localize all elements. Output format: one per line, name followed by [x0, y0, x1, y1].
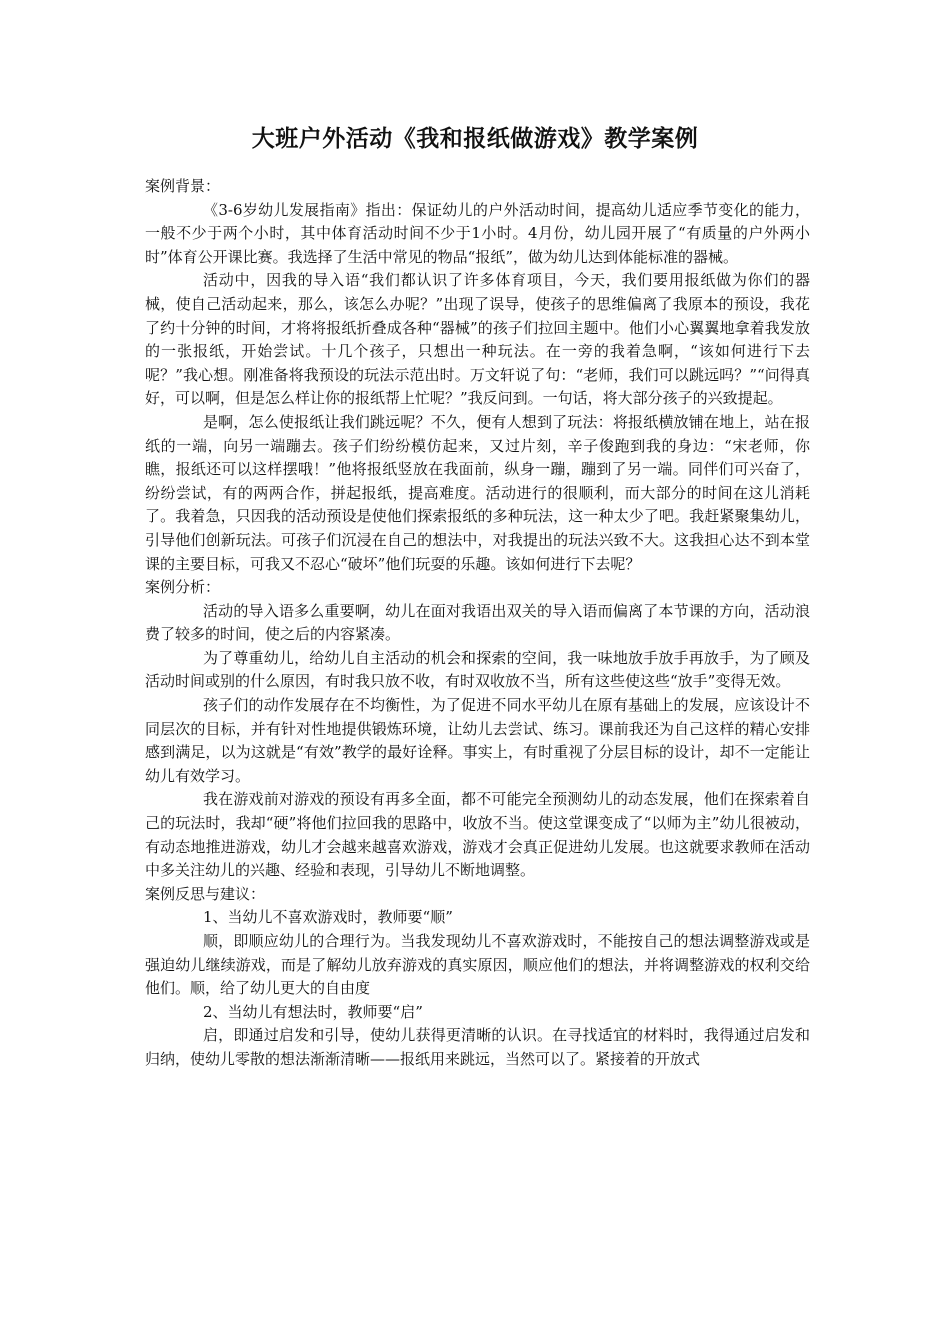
section-heading: 案例反思与建议： — [145, 884, 266, 903]
body-paragraph: 活动的导入语多么重要啊，幼儿在面对我语出双关的导入语而偏离了本节课的方向，活动浪费了较多的时间，使之后的内容紧凑。 — [145, 601, 810, 644]
body-paragraph: 我在游戏前对游戏的预设有再多全面，都不可能完全预测幼儿的动态发展，他们在探索着自己的玩法时，我却“硬”将他们拉回我的思路中，收放不当。使这堂课变成了“以师为主”幼儿很被动，有动态地推进游戏，幼儿才会越来越喜欢游戏，游戏才会真正促进幼儿发展。也这就要求教师在活动中多关注幼儿的兴趣、经验和表现，引导幼儿不断地调整。 — [145, 790, 810, 880]
body-paragraph: 顺，即顺应幼儿的合理行为。当我发现幼儿不喜欢游戏时，不能按自己的想法调整游戏或是强迫幼儿继续游戏，而是了解幼儿放弃游戏的真实原因，顺应他们的想法，并将调整游戏的权利交给他们。顺，给了幼儿更大的自由度 — [145, 932, 810, 998]
section-heading: 案例背景： — [145, 177, 221, 195]
body-paragraph: 孩子们的动作发展存在不均衡性，为了促进不同水平幼儿在原有基础上的发展，应该设计不同层次的目标，并有针对性地提供锻炼环境，让幼儿去尝试、练习。课前我还为自己这样的精心安排感到满足，以为这就是“有效”教学的最好诠释。事实上，有时重视了分层目标的设计，却不一定能让幼儿有效学习。 — [145, 696, 810, 785]
body-paragraph: 为了尊重幼儿，给幼儿自主活动的机会和探索的空间，我一味地放手放手再放手，为了顾及活动时间或别的什么原因，有时我只放不收，有时双收放不当，所有这些使这些“放手”变得无效。 — [145, 648, 810, 691]
body-paragraph: 启，即通过启发和引导，使幼儿获得更清晰的认识。在寻找适宜的材料时，我得通过启发和归纳，使幼儿零散的想法渐渐清晰——报纸用来跳远，当然可以了。紧接着的开放式 — [145, 1026, 810, 1068]
body-paragraph: 是啊，怎么使报纸让我们跳远呢？不久，便有人想到了玩法：将报纸横放铺在地上，站在报纸的一端，向另一端蹦去。孩子们纷纷模仿起来，又过片刻，辛子俊跑到我的身边：“宋老师，你瞧，报纸还可以这样摆哦！”他将报纸竖放在我面前，纵身一蹦，蹦到了另一端。同伴们可兴奋了，纷纷尝试，有的两两合作，拼起报纸，提高难度。活动进行的很顺利，而大部分的时间在这儿消耗了。我着急，只因我的活动预设是使他们探索报纸的多种玩法，这一种太少了吧。我赶紧聚集幼儿，引导他们创新玩法。可孩子们沉浸在自己的想法中，对我提出的玩法兴致不大。这我担心达不到本堂课的主要目标，可我又不忍心“破坏”他们玩耍的乐趣。该如何进行下去呢？ — [145, 412, 810, 573]
document-title: 大班户外活动《我和报纸做游戏》教学案例 — [251, 125, 699, 152]
body-paragraph: 《3-6岁幼儿发展指南》指出：保证幼儿的户外活动时间，提高幼儿适应季节变化的能力，一般不少于两个小时，其中体育活动时间不少于1小时。4月份，幼儿园开展了“有质量的户外两小时”体育公开课比赛。我选择了生活中常见的物品“报纸”，做为幼儿达到体能标准的器械。 — [145, 200, 810, 266]
section-heading: 案例分析： — [145, 578, 221, 597]
body-paragraph: 1、当幼儿不喜欢游戏时，教师要“顺” — [203, 908, 453, 927]
body-paragraph: 活动中，因我的导入语“我们都认识了许多体育项目，今天，我们要用报纸做为你们的器械，使自己活动起来，那么，该怎么办呢？”出现了误导，使孩子的思维偏离了我原本的预设，我花了约十分钟的时间，才将将报纸折叠成各种“器械”的孩子们拉回主题中。他们小心翼翼地拿着我发放的一张报纸，开始尝试。十几个孩子，只想出一种玩法。在一旁的我着急啊，“该如何进行下去呢？”我心想。刚准备将我预设的玩法示范出时。万文轩说了句：“老师，我们可以跳远吗？”“问得真好，可以啊，但是怎么样让你的报纸帮上忙呢？”我反问到。一句话，将大部分孩子的兴致提起。 — [145, 271, 810, 408]
body-paragraph: 2、当幼儿有想法时，教师要“启” — [203, 1002, 423, 1021]
document-body — [145, 175, 810, 1072]
